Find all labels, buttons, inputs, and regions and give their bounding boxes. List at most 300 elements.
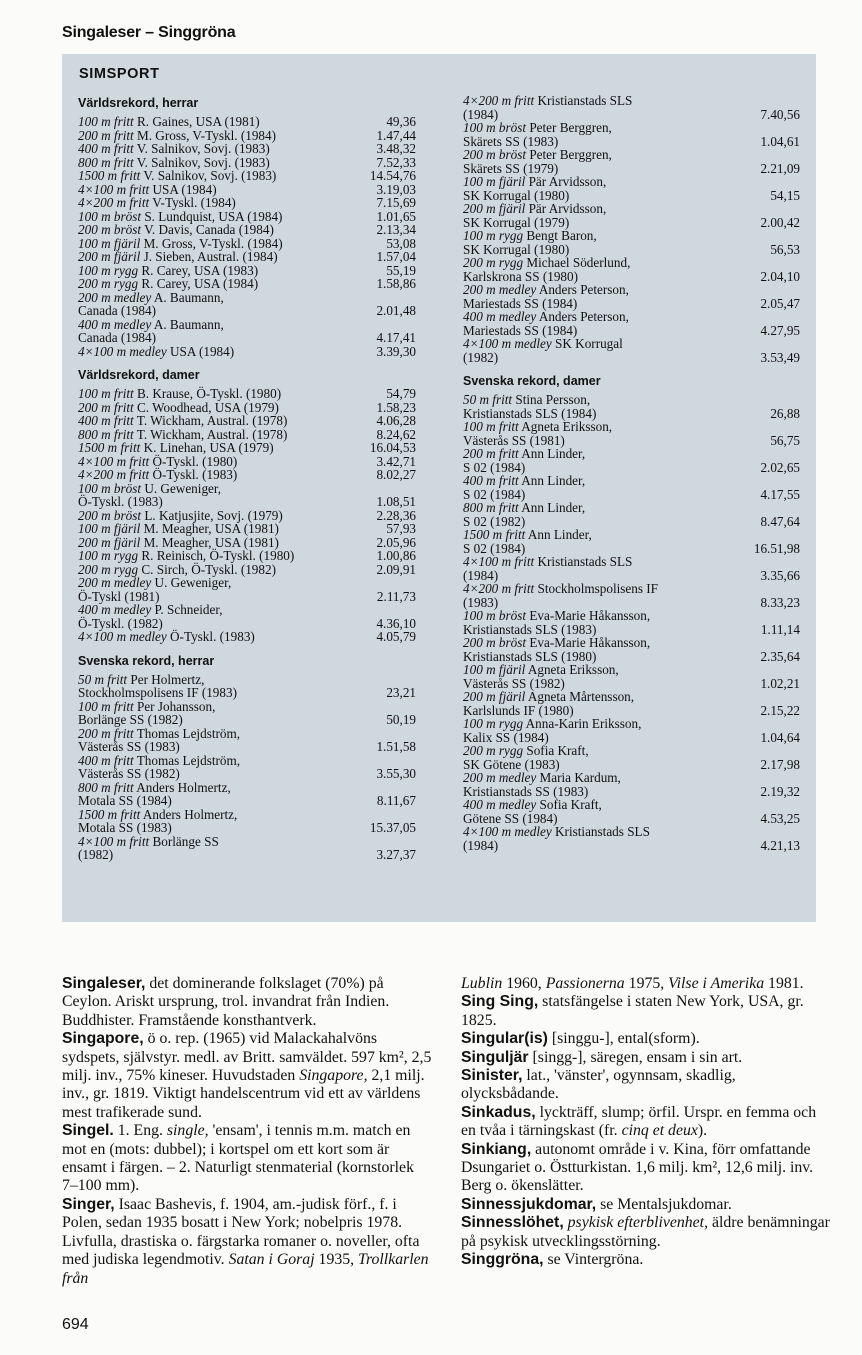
record-line: [463, 337, 748, 351]
record-line: [78, 563, 364, 577]
record-event: 4×100 m fritt: [463, 554, 535, 569]
record-holder-cont: S 02 (1984): [463, 459, 526, 475]
record-row: [463, 528, 800, 555]
entry-text: 'ensam', i tennis m.m. match en mot en (mots: dubbel); i kortspel om ett kort som är ensamt i färgen. – 2. Naturligt stenmaterial (kornstorlek 7–100 mm).: [62, 1122, 414, 1195]
record-label: [78, 576, 364, 603]
record-label: [78, 169, 364, 183]
record-value: 4.17,41: [376, 330, 416, 345]
record-row: [78, 700, 416, 727]
record-label: [78, 549, 364, 563]
record-event: 100 m rygg: [78, 262, 139, 278]
record-row: [78, 781, 416, 808]
record-holder-cont: Mariestads SS (1984): [463, 322, 578, 338]
record-value: 1.58,23: [376, 399, 416, 415]
record-holder-cont: Västerås SS (1981): [463, 432, 565, 448]
record-value: 14.54,76: [369, 168, 416, 183]
record-label: [463, 501, 748, 528]
dictionary-column-right: [461, 975, 831, 1270]
record-event: 4×100 m medley: [78, 343, 167, 359]
record-event: 400 m medley: [463, 309, 537, 324]
record-line: [78, 156, 364, 170]
record-event: 200 m medley: [463, 770, 537, 785]
record-value: 8.11,67: [376, 793, 416, 808]
record-row: [78, 603, 416, 630]
record-event: 200 m medley: [78, 575, 152, 590]
record-value: 26,88: [770, 405, 800, 421]
record-event: 400 m medley: [78, 602, 152, 617]
record-line: [463, 202, 748, 216]
record-holder: Eva-Marie Håkansson,: [526, 635, 651, 650]
record-value: 8.24,62: [376, 426, 416, 442]
record-row: [78, 169, 416, 183]
record-value: 49,36: [386, 114, 416, 129]
record-event: 100 m bröst: [463, 608, 527, 623]
record-event: 800 m fritt: [78, 154, 134, 170]
record-label: [78, 129, 364, 143]
entry-headword: Sing Sing,: [461, 993, 539, 1011]
record-event: 100 m bröst: [463, 120, 527, 135]
entry-italic: Lublin: [461, 975, 503, 992]
record-value: 3.48,32: [376, 141, 416, 156]
record-event: 800 m fritt: [78, 426, 134, 442]
record-value: 1.02,21: [760, 675, 800, 691]
record-line: [78, 700, 364, 714]
entry-headword: Singaleser,: [62, 975, 146, 992]
record-holder-cont: Götene SS (1984): [463, 810, 558, 826]
record-holder-cont: Skärets SS (1979): [463, 160, 559, 176]
record-row: [78, 210, 416, 224]
record-event: 200 m bröst: [78, 507, 142, 523]
record-holder: V-Tyskl. (1984): [149, 195, 236, 210]
record-holder: Agneta Mårtensson,: [525, 689, 635, 704]
record-line: [463, 744, 748, 758]
record-holder: Ann Linder,: [518, 500, 586, 515]
record-label: [78, 835, 364, 862]
record-value: 2.19,32: [760, 783, 800, 799]
entry-headword: Sinister,: [461, 1067, 523, 1085]
record-row: [463, 175, 800, 202]
record-line: [463, 690, 748, 704]
entry-text: lat., 'vänster', ogynnsam, skadlig, olycksbådande.: [461, 1067, 736, 1103]
record-line: [463, 94, 748, 108]
record-row: [78, 264, 416, 278]
record-line: [463, 555, 748, 569]
record-row: [78, 673, 416, 700]
record-holder: Anders Peterson,: [536, 309, 629, 324]
record-label: [78, 754, 364, 781]
entry-headword: Singgröna,: [461, 1251, 544, 1269]
record-value: 3.53,49: [760, 349, 800, 365]
record-event: 4×200 m fritt: [78, 467, 150, 482]
entry-text: se Vintergröna.: [543, 1251, 644, 1269]
record-row: [463, 310, 800, 337]
record-row: [78, 142, 416, 156]
record-holder: T. Wickham, Austral. (1978): [133, 413, 288, 428]
record-line: [463, 636, 748, 650]
record-holder: Sofia Kraft,: [523, 743, 589, 758]
record-value: 4.06,28: [376, 413, 416, 428]
record-label: [78, 183, 364, 197]
record-holder-cont: S 02 (1982): [463, 513, 526, 529]
record-event: 200 m medley: [463, 282, 537, 297]
record-holder: U. Geweniger,: [141, 480, 222, 496]
record-holder-cont: (1983): [463, 594, 499, 610]
dictionary-entry: [461, 1141, 831, 1196]
entry-italic: Vilse i Amerika: [668, 975, 765, 992]
record-holder: R. Reinisch, Ö-Tyskl. (1980): [138, 548, 295, 563]
record-label: [463, 393, 748, 420]
entry-text: äldre benämningar på psykisk utvecklingsstörning.: [461, 1214, 830, 1250]
record-value: 3.42,71: [376, 453, 416, 469]
entry-headword: Singuljär: [461, 1048, 529, 1066]
record-row: [78, 549, 416, 563]
record-event: 100 m fritt: [78, 114, 134, 129]
record-line: [463, 663, 748, 677]
record-holder: M. Gross, V-Tyskl. (1984): [133, 127, 277, 143]
entry-italic: Satan i Goraj: [228, 1251, 315, 1269]
record-line: [78, 603, 364, 617]
record-label: [463, 420, 748, 447]
record-value: 2.21,09: [760, 160, 800, 176]
record-value: 54,15: [770, 187, 800, 203]
record-row: [78, 196, 416, 210]
record-label: [463, 771, 748, 798]
record-row: [78, 183, 416, 197]
record-event: 200 m fritt: [78, 399, 134, 415]
record-line: [463, 798, 748, 812]
dictionary-entry: [62, 1196, 432, 1288]
record-holder: USA (1984): [166, 343, 235, 359]
record-holder: V. Salnikov, Sovj. (1983): [133, 154, 270, 170]
dictionary-entry: [461, 1196, 831, 1214]
record-line: [463, 256, 748, 270]
record-value: 2.05,47: [760, 295, 800, 311]
record-label: [78, 345, 364, 359]
record-line: [463, 609, 748, 623]
record-value: 1.58,86: [376, 276, 416, 291]
section-gap: [78, 644, 416, 652]
record-label: [463, 121, 748, 148]
record-line: [463, 420, 748, 434]
record-label: [78, 603, 364, 630]
record-value: 3.35,66: [760, 567, 800, 583]
record-row: [463, 744, 800, 771]
record-event: 4×100 m fritt: [78, 181, 150, 197]
record-value: 2.11,73: [376, 588, 416, 604]
dictionary-entry: [461, 1049, 831, 1067]
record-label: [78, 291, 364, 318]
record-row: [78, 754, 416, 781]
record-row: [78, 522, 416, 536]
record-holder-cont: SK Korrugal (1980): [463, 241, 570, 257]
record-holder-cont: Karlskrona SS (1980): [463, 268, 579, 284]
record-holder: Stockholmspolisens IF: [534, 581, 659, 596]
record-row: [78, 277, 416, 291]
dictionary-entry: [461, 1214, 831, 1251]
record-holder-cont: Västerås SS (1982): [78, 766, 180, 781]
record-label: [78, 808, 364, 835]
record-line: [463, 393, 748, 407]
record-label: [78, 223, 364, 237]
dictionary-entry: [461, 1030, 831, 1048]
record-label: [78, 700, 364, 727]
record-event: 200 m fritt: [78, 725, 134, 741]
record-holder: R. Carey, USA (1984): [138, 276, 259, 291]
entry-italic: Passionerna: [545, 975, 625, 992]
record-holder-cont: Kristianstads SLS (1983): [463, 621, 597, 637]
record-event: 200 m fjäril: [78, 534, 141, 550]
record-holder-cont: Skärets SS (1983): [463, 133, 559, 149]
record-value: 4.53,25: [760, 810, 800, 826]
dictionary-column-left: [62, 975, 432, 1288]
record-holder: Kristianstads SLS: [551, 824, 650, 839]
record-holder: Pär Arvidsson,: [525, 201, 607, 216]
record-event: 1500 m fritt: [463, 527, 526, 542]
record-row: [463, 717, 800, 744]
record-line: [78, 727, 364, 741]
record-holder: Anders Holmertz,: [133, 779, 231, 795]
record-value: 2.04,10: [760, 268, 800, 284]
record-event: 200 m rygg: [463, 255, 524, 270]
record-holder: Per Holmertz,: [127, 671, 205, 687]
record-holder: Borlänge SS: [149, 833, 219, 849]
entry-italic: Trollkarlen från: [62, 1251, 429, 1287]
record-value: 3.27,37: [376, 847, 416, 862]
record-label: [78, 414, 364, 428]
record-value: 1.01,65: [376, 208, 416, 224]
record-value: 16.04,53: [369, 440, 416, 455]
record-row: [463, 337, 800, 364]
record-holder: C. Woodhead, USA (1979): [133, 399, 279, 415]
record-holder: U. Geweniger,: [151, 575, 232, 590]
record-value: 1.11,14: [760, 621, 800, 637]
record-holder: S. Lundquist, USA (1984): [141, 208, 283, 224]
record-label: [463, 310, 748, 337]
record-label: [78, 522, 364, 536]
record-holder: SK Korrugal: [551, 336, 623, 351]
record-label: [463, 94, 748, 121]
record-row: [78, 401, 416, 415]
record-holder-cont: (1984): [463, 106, 499, 122]
record-row: [463, 582, 800, 609]
record-row: [463, 663, 800, 690]
record-line: [463, 229, 748, 243]
record-value: 53,08: [386, 235, 416, 251]
page-number: 694: [62, 1316, 89, 1333]
record-holder-cont: Ö-Tyskl. (1982): [78, 615, 163, 631]
record-holder-cont: (1982): [78, 847, 114, 862]
record-holder-cont: (1984): [463, 567, 499, 583]
record-line: [78, 468, 364, 482]
record-value: 23,21: [386, 685, 416, 700]
entry-text: det dominerande folkslaget (70%) på Ceylon. Ariskt ursprung, trol. invandrat från Indien. Buddhister. Framstående konsthantverk.: [62, 975, 390, 1029]
entry-text: ).: [697, 1122, 708, 1140]
record-holder: Eva-Marie Håkansson,: [526, 608, 651, 623]
record-line: [463, 175, 748, 189]
record-line: [463, 825, 748, 839]
record-event: 1500 m fritt: [78, 168, 141, 183]
record-label: [463, 555, 748, 582]
section-heading: Svenska rekord, damer: [463, 374, 601, 388]
record-row: [463, 94, 800, 121]
record-line: [78, 509, 364, 523]
record-row: [78, 563, 416, 577]
record-holder: Agneta Eriksson,: [525, 662, 619, 677]
record-value: 2.13,34: [376, 222, 416, 237]
entry-headword: Sinkadus,: [461, 1103, 536, 1121]
record-event: 200 m bröst: [463, 147, 527, 162]
entry-headword: Singer,: [62, 1195, 115, 1213]
record-event: 200 m rygg: [78, 276, 139, 291]
record-row: [463, 148, 800, 175]
dictionary-entry: [461, 975, 831, 993]
record-value: 15.37,05: [369, 820, 416, 835]
record-holder: Ann Linder,: [518, 446, 586, 461]
record-holder: L. Katjusjite, Sovj. (1979): [141, 507, 283, 523]
record-row: [463, 447, 800, 474]
entry-headword: Singular(is): [461, 1030, 548, 1048]
record-holder: Ann Linder,: [525, 527, 592, 542]
record-line: [78, 291, 364, 305]
section-heading: Världsrekord, herrar: [78, 96, 199, 110]
record-label: [463, 148, 748, 175]
record-holder: M. Gross, V-Tyskl. (1984): [140, 235, 283, 251]
record-row: [463, 555, 800, 582]
record-row: [463, 393, 800, 420]
record-row: [463, 609, 800, 636]
record-event: 100 m bröst: [78, 208, 142, 224]
record-row: [78, 468, 416, 482]
record-event: 100 m rygg: [463, 716, 524, 731]
record-event: 200 m bröst: [463, 635, 527, 650]
record-holder-cont: SK Korrugal (1979): [463, 214, 570, 230]
record-label: [78, 142, 364, 156]
record-event: 200 m medley: [78, 289, 152, 305]
record-event: 100 m bröst: [78, 480, 142, 496]
record-value: 1.57,04: [376, 249, 416, 264]
record-label: [78, 536, 364, 550]
section-gap: [463, 364, 800, 372]
record-label: [463, 582, 748, 609]
record-line: [78, 210, 364, 224]
record-holder: Anders Holmertz,: [140, 806, 238, 822]
entry-text: autonomt område i v. Kina, förr omfattande Dsungariet o. Östturkistan. 1,6 milj. km², 12,6 milj. inv. Berg o. ökenslätter.: [461, 1140, 814, 1195]
record-value: 8.47,64: [760, 513, 800, 529]
record-label: [78, 277, 364, 291]
dictionary-entry: [461, 1104, 831, 1141]
record-holder: Stina Persson,: [512, 392, 591, 407]
record-holder-cont: S 02 (1984): [463, 540, 526, 556]
record-event: 200 m fjäril: [463, 689, 526, 704]
record-holder: USA (1984): [149, 181, 217, 197]
record-holder: Ö-Tyskl. (1983): [166, 629, 255, 644]
record-line: [463, 148, 748, 162]
entry-text: [singgu-], ental(sform).: [547, 1030, 700, 1048]
record-value: 4.21,13: [760, 837, 800, 853]
record-holder: C. Sirch, Ö-Tyskl. (1982): [138, 561, 276, 577]
record-value: 8.02,27: [376, 467, 416, 482]
box-title: SIMSPORT: [79, 66, 160, 82]
record-value: 57,93: [386, 521, 416, 536]
record-event: 100 m fritt: [78, 698, 134, 714]
record-event: 400 m medley: [463, 797, 537, 812]
record-line: [78, 835, 364, 849]
record-row: [78, 835, 416, 862]
entry-italic: cinq et deux: [621, 1122, 698, 1140]
record-event: 4×200 m fritt: [463, 93, 535, 108]
record-row: [463, 420, 800, 447]
record-row: [463, 256, 800, 283]
record-line: [463, 310, 748, 324]
record-holder: R. Carey, USA (1983): [138, 262, 259, 278]
record-holder: M. Meagher, USA (1981): [140, 534, 279, 550]
record-label: [463, 175, 748, 202]
record-event: 200 m fritt: [78, 127, 134, 143]
record-row: [78, 414, 416, 428]
record-line: [78, 536, 364, 550]
record-label: [78, 115, 364, 129]
record-label: [463, 609, 748, 636]
record-value: 7.40,56: [760, 106, 800, 122]
record-event: 400 m fritt: [78, 413, 134, 428]
record-event: 100 m fjäril: [463, 662, 526, 677]
record-line: [78, 428, 364, 442]
entry-headword: Sinnessjukdomar,: [461, 1195, 597, 1213]
dictionary-entry: [62, 1030, 432, 1122]
record-line: [78, 277, 364, 291]
record-holder-cont: Ö-Tyskl (1981): [78, 588, 160, 604]
record-row: [463, 501, 800, 528]
record-value: 1.08,51: [376, 494, 416, 509]
record-value: 4.17,55: [760, 486, 800, 502]
record-label: [463, 717, 748, 744]
record-value: 2.02,65: [760, 459, 800, 475]
record-label: [463, 229, 748, 256]
record-label: [78, 387, 364, 401]
record-event: 100 m fjäril: [78, 235, 141, 251]
record-row: [78, 727, 416, 754]
running-header: Singaleser – Singgröna: [62, 24, 236, 41]
entry-text: lyckträff, slump; örfil. Urspr. en femma och en tvåa i tärningskast (fr.: [461, 1103, 817, 1140]
record-label: [463, 256, 748, 283]
dictionary-entry: [62, 1122, 432, 1196]
record-row: [463, 121, 800, 148]
record-event: 400 m fritt: [463, 473, 519, 488]
section-heading: Svenska rekord, herrar: [78, 653, 215, 668]
record-value: 16.51,98: [753, 540, 800, 556]
record-line: [78, 264, 364, 278]
record-event: 400 m fritt: [78, 752, 134, 768]
record-holder: M. Meagher, USA (1981): [140, 521, 279, 536]
record-line: [463, 283, 748, 297]
record-holder: J. Sieben, Austral. (1984): [140, 249, 278, 264]
record-line: [78, 196, 364, 210]
record-line: [78, 223, 364, 237]
record-event: 4×100 m fritt: [78, 453, 150, 469]
entry-headword: Sinkiang,: [461, 1140, 532, 1158]
record-holder-cont: Borlänge SS (1982): [78, 712, 183, 727]
record-event: 50 m fritt: [463, 392, 513, 407]
record-holder-cont: Kristianstads SS (1983): [463, 783, 589, 799]
record-holder-cont: SK Götene (1983): [463, 756, 560, 772]
record-event: 800 m fritt: [463, 500, 519, 515]
record-line: [463, 121, 748, 135]
record-line: [463, 501, 748, 515]
record-holder-cont: Canada (1984): [78, 303, 156, 318]
entry-text: 1935,: [314, 1251, 359, 1269]
record-value: 7.15,69: [376, 195, 416, 210]
record-holder-cont: Kristianstads SLS (1984): [463, 405, 597, 421]
